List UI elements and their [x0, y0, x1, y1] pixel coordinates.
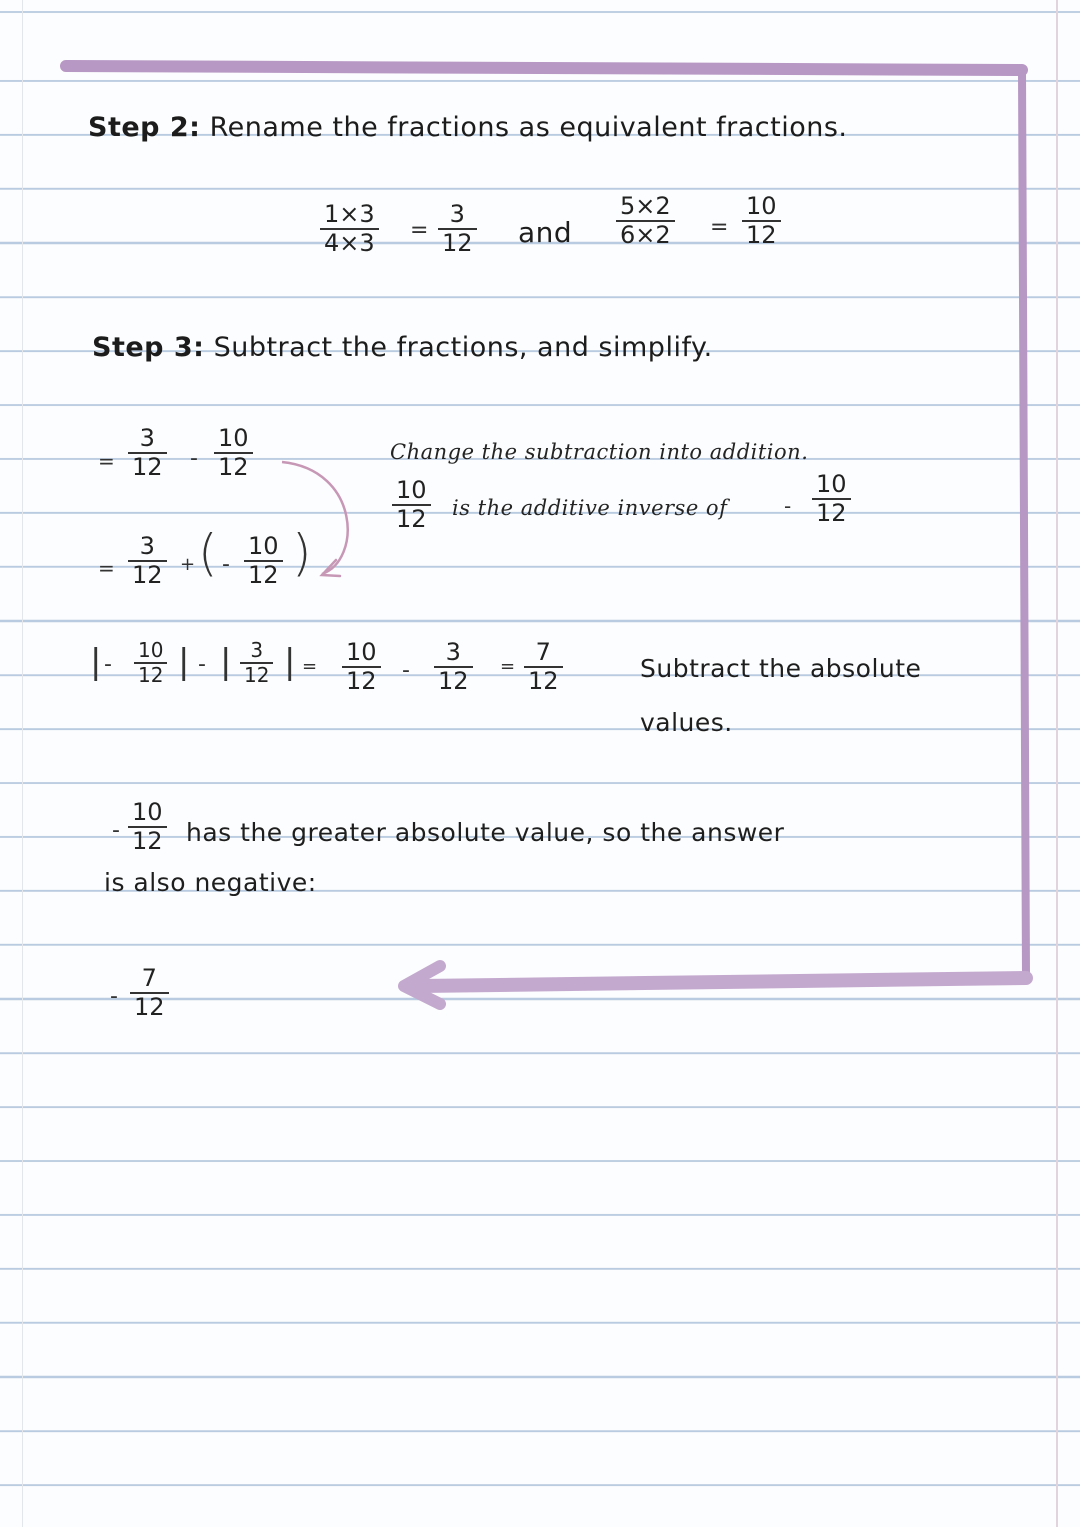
- fraction-numerator: 3: [250, 638, 264, 662]
- minus-sign: -: [112, 818, 120, 843]
- fraction-3-over-12: [438, 202, 477, 256]
- equals-sign: =: [410, 218, 429, 243]
- fraction-numerator: 1×3: [324, 200, 375, 228]
- fraction-denominator: 12: [244, 663, 270, 688]
- step2-label: Step 2:: [88, 112, 201, 143]
- fraction-denominator: 12: [248, 561, 279, 590]
- conclusion-text-line2: is also negative:: [104, 868, 317, 897]
- fraction-numerator: 5×2: [620, 192, 671, 220]
- absolute-bar: |: [220, 642, 232, 682]
- fraction-numerator: 3: [449, 200, 465, 228]
- minus-sign: -: [110, 984, 118, 1009]
- equals-sign: =: [500, 656, 516, 677]
- fraction-10-over-12: [214, 426, 253, 480]
- minus-sign: -: [104, 652, 112, 677]
- fraction-10-over-12: [342, 640, 381, 694]
- minus-sign: -: [198, 652, 206, 677]
- fraction-denominator: 12: [138, 663, 164, 688]
- minus-sign: -: [190, 446, 198, 471]
- equals-sign: =: [710, 215, 729, 240]
- fraction-numerator: 10: [746, 192, 777, 220]
- plus-sign: +: [180, 554, 196, 575]
- fraction-numerator: 10: [218, 424, 249, 452]
- minus-sign: -: [784, 494, 792, 518]
- step3-label: Step 3:: [92, 332, 205, 363]
- fraction-numerator: 3: [445, 638, 461, 666]
- fraction-denominator: 12: [816, 499, 847, 528]
- fraction-denominator: 12: [528, 667, 559, 696]
- purple-arrow-shaft: [420, 978, 1026, 986]
- fraction-denominator: 12: [132, 827, 163, 856]
- fraction-numerator: 10: [396, 476, 427, 504]
- absolute-bar: |: [90, 642, 102, 682]
- note-values: values.: [640, 708, 733, 737]
- conclusion-text-line1: has the greater absolute value, so the answer: [186, 818, 785, 847]
- fraction-3-over-12: [434, 640, 473, 694]
- fraction-numerator: 10: [248, 532, 279, 560]
- fraction-5x2-over-6x2: [616, 194, 675, 248]
- fraction-numerator: 10: [816, 470, 847, 498]
- left-parenthesis: (: [198, 524, 218, 582]
- fraction-denominator: 12: [218, 453, 249, 482]
- fraction-denominator: 6×2: [620, 221, 671, 250]
- fraction-numerator: 7: [535, 638, 551, 666]
- fraction-denominator: 12: [132, 561, 163, 590]
- note-change-subtraction: Change the subtraction into addition.: [390, 440, 809, 464]
- fraction-3-over-12: [128, 426, 167, 480]
- equals-sign: =: [302, 656, 318, 677]
- fraction-denominator: 12: [346, 667, 377, 696]
- fraction-10-over-12: [742, 194, 781, 248]
- minus-sign: -: [402, 658, 410, 683]
- fraction-3-over-12: [240, 640, 273, 686]
- fraction-denominator: 12: [134, 993, 165, 1022]
- purple-bracket-right: [1022, 70, 1026, 978]
- note-subtract-absolute: Subtract the absolute: [640, 654, 922, 683]
- fraction-numerator: 10: [138, 638, 164, 662]
- fraction-10-over-12: [392, 478, 431, 532]
- minus-sign: -: [222, 552, 230, 577]
- fraction-10-over-12: [244, 534, 283, 588]
- note-additive-inverse: is the additive inverse of: [452, 496, 728, 520]
- fraction-10-over-12: [128, 800, 167, 854]
- fraction-10-over-12: [134, 640, 167, 686]
- fraction-denominator: 4×3: [324, 229, 375, 258]
- fraction-3-over-12: [128, 534, 167, 588]
- step2-text: Rename the fractions as equivalent fractions.: [209, 112, 848, 143]
- step2-heading: [88, 112, 848, 143]
- fraction-denominator: 12: [132, 453, 163, 482]
- right-parenthesis: ): [292, 524, 312, 582]
- fraction-numerator: 3: [139, 424, 155, 452]
- answer-fraction-7-over-12: [130, 966, 169, 1020]
- step3-text: Subtract the fractions, and simplify.: [213, 332, 713, 363]
- fraction-numerator: 3: [139, 532, 155, 560]
- equals-sign: =: [98, 449, 115, 473]
- fraction-denominator: 12: [438, 667, 469, 696]
- fraction-denominator: 12: [396, 505, 427, 534]
- fraction-denominator: 12: [746, 221, 777, 250]
- fraction-numerator: 7: [141, 964, 157, 992]
- equals-sign: =: [98, 556, 115, 580]
- fraction-numerator: 10: [132, 798, 163, 826]
- absolute-bar: |: [284, 642, 296, 682]
- and-word: and: [518, 216, 573, 249]
- step3-heading: [92, 332, 713, 363]
- fraction-7-over-12: [524, 640, 563, 694]
- fraction-numerator: 10: [346, 638, 377, 666]
- fraction-1x3-over-4x3: [320, 202, 379, 256]
- absolute-bar: |: [178, 642, 190, 682]
- purple-bracket-top: [66, 66, 1022, 70]
- fraction-denominator: 12: [442, 229, 473, 258]
- fraction-10-over-12: [812, 472, 851, 526]
